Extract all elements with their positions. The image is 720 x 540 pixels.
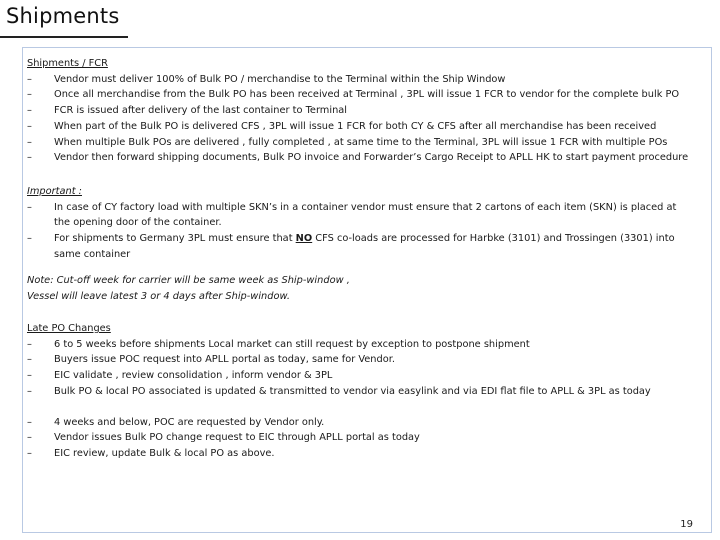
list-item: – Buyers issue POC request into APLL portal as today, same for Vendor.	[27, 352, 694, 368]
list-item: – 6 to 5 weeks before shipments Local market can still request by exception to postpone shipment	[27, 337, 694, 353]
bullet-dash: –	[27, 385, 32, 397]
bullet-dash: –	[27, 432, 32, 444]
bullet-dash: –	[27, 105, 32, 117]
bullet-dash: –	[27, 120, 32, 132]
list-item: – Vendor must deliver 100% of Bulk PO / merchandise to the Terminal within the Ship Window	[27, 72, 694, 88]
spacer	[27, 400, 694, 415]
title-underline	[0, 36, 128, 38]
page-number: 19	[680, 519, 693, 530]
bullet-dash: –	[27, 136, 32, 148]
bullet-dash: –	[27, 201, 32, 213]
note-line: Note: Cut-off week for carrier will be same week as Ship-window ,	[27, 275, 350, 286]
list-item: – Vendor issues Bulk PO change request to EIC through APLL portal as today	[27, 430, 694, 446]
bullet-dash: –	[27, 338, 32, 350]
bullet-dash: –	[27, 370, 32, 382]
late-po-heading: Late PO Changes	[27, 323, 111, 334]
shipments-fcr-heading: Shipments / FCR	[27, 58, 108, 69]
important-section	[27, 184, 694, 263]
list-item: – EIC validate , review consolidation , inform vendor & 3PL	[27, 368, 694, 384]
list-item: – When multiple Bulk POs are delivered , fully completed , at same time to the Terminal, 3PL will issue 1 FCR with multiple POs	[27, 135, 694, 151]
bullet-dash: –	[27, 416, 32, 428]
list-item: – In case of CY factory load with multiple SKN’s in a container vendor must ensure that 2 cartons of each item (SKN) is placed at the opening door of the container.	[27, 200, 694, 231]
bullet-dash: –	[27, 89, 32, 101]
list-item: – Vendor then forward shipping documents, Bulk PO invoice and Forwarder’s Cargo Receipt to APLL HK to start payment procedure	[27, 150, 694, 166]
note-section	[27, 273, 350, 304]
list-item: – Once all merchandise from the Bulk PO has been received at Terminal , 3PL will issue 1 FCR to vendor for the complete bulk PO	[27, 87, 694, 103]
list-item: – Bulk PO & local PO associated is updated & transmitted to vendor via easylink and via EDI flat file to APLL & 3PL as today	[27, 384, 694, 400]
list-item: – When part of the Bulk PO is delivered CFS , 3PL will issue 1 FCR for both CY & CFS after all merchandise has been received	[27, 119, 694, 135]
bullet-dash: –	[27, 73, 32, 85]
list-item: – For shipments to Germany 3PL must ensure that NO CFS co-loads are processed for Harbke (3101) and Trossingen (3301) into same container	[27, 231, 694, 262]
emphasis-no: NO	[295, 233, 313, 245]
bullet-dash: –	[27, 354, 32, 366]
list-item: – EIC review, update Bulk & local PO as above.	[27, 446, 694, 462]
shipments-fcr-section	[27, 56, 694, 166]
bullet-dash: –	[27, 233, 32, 245]
list-item: – FCR is issued after delivery of the last container to Terminal	[27, 103, 694, 119]
important-heading: Important :	[27, 186, 82, 197]
list-item: – 4 weeks and below, POC are requested by Vendor only.	[27, 415, 694, 431]
bullet-dash: –	[27, 152, 32, 164]
late-po-section	[27, 321, 694, 462]
bullet-dash: –	[27, 447, 32, 459]
slide-title: Shipments	[6, 4, 120, 28]
note-line: Vessel will leave latest 3 or 4 days after Ship-window.	[27, 290, 290, 302]
